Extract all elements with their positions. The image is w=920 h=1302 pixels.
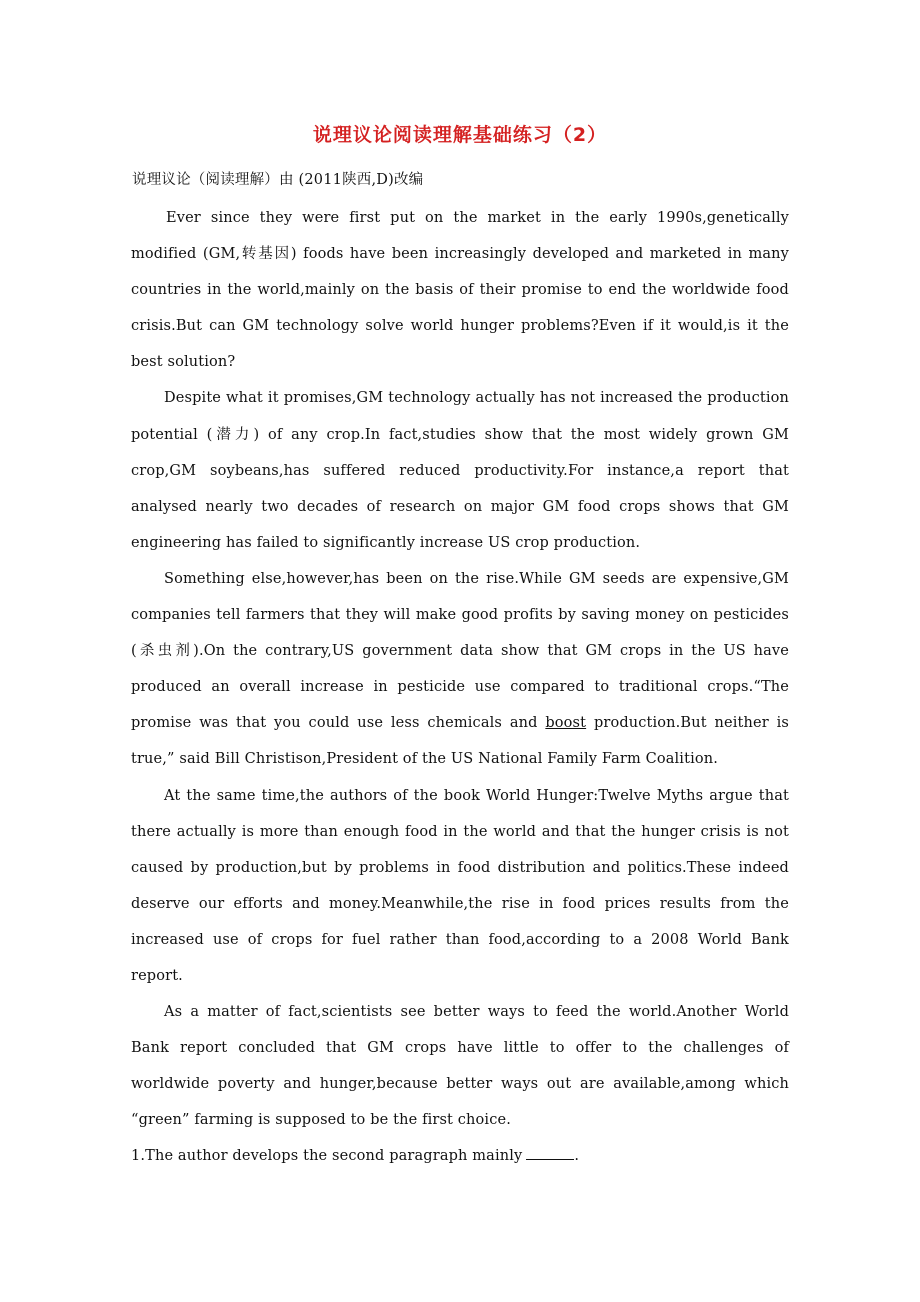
- answer-blank[interactable]: [526, 1145, 574, 1160]
- paragraph-3-part-1: Something else,however,has been on the rise.While GM seeds are expensive,GM companies tell farmers that they will make good profits by saving money on pesticides (杀虫剂).On the contrary,US government data show that GM crops in the US have produced an overall increase in pesticide use compared to traditional crops.“The promise was that you could use less chemicals and: [131, 570, 789, 732]
- passage-body: [131, 200, 789, 1175]
- paragraph-3: [131, 561, 789, 778]
- question-1: [131, 1138, 789, 1174]
- question-1-text: 1.The author develops the second paragraph mainly: [131, 1148, 523, 1165]
- paragraph-5: As a matter of fact,scientists see better ways to feed the world.Another World Bank report concluded that GM crops have little to offer to the challenges of worldwide poverty and hunger,because better ways out are available,among which “green” farming is supposed to be the first choice.: [131, 1004, 789, 1129]
- question-1-end: .: [574, 1148, 580, 1165]
- underlined-word-boost: boost: [545, 715, 587, 732]
- paragraph-4: At the same time,the authors of the book World Hunger:Twelve Myths argue that there actually is more than enough food in the world and that the hunger crisis is not caused by production,but by problems in food distribution and politics.These indeed deserve our efforts and money.Meanwhile,the rise in food prices results from the increased use of crops for fuel rather than food,according to a 2008 World Bank report.: [131, 787, 789, 984]
- source-note: 说理议论（阅读理解）由 (2011陕西,D)改编: [132, 172, 424, 188]
- page-title: 说理议论阅读理解基础练习（2）: [312, 124, 608, 146]
- paragraph-2: Despite what it promises,GM technology actually has not increased the production potential (潜力) of any crop.In fact,studies show that the most widely grown GM crop,GM soybeans,has suffered reduced productivity.For instance,a report that analysed nearly two decades of research on major GM food crops shows that GM engineering has failed to significantly increase US crop production.: [131, 390, 789, 551]
- paragraph-1: Ever since they were first put on the market in the early 1990s,genetically modified (GM,转基因) foods have been increasingly developed and marketed in many countries in the world,mainly on the basis of their promise to end the worldwide food crisis.But can GM technology solve world hunger problems?Even if it would,is it the best solution?: [131, 210, 789, 371]
- paragraph-3-part-2: production.But neither is true,” said Bill Christison,President of the US National Family Farm Coalition.: [131, 715, 789, 768]
